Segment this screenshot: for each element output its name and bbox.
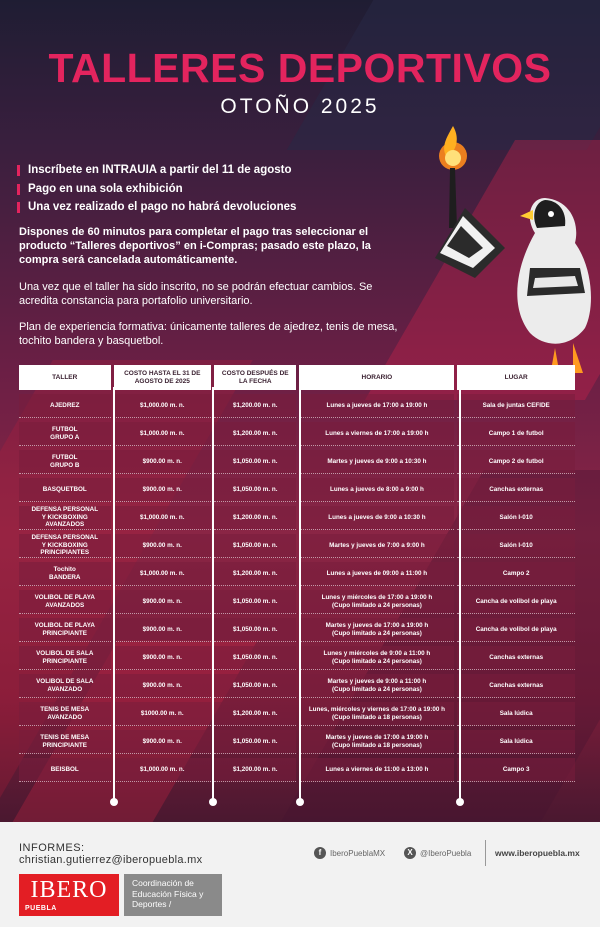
table-row: [19, 646, 575, 670]
ibero-logo: [19, 874, 119, 916]
informes-label: INFORMES:: [19, 842, 85, 854]
cell-costo1: $900.00 m. n.: [114, 450, 212, 474]
cell-lugar: Salón I-010: [457, 506, 575, 530]
cell-costo2: $1,050.00 m. n.: [214, 534, 296, 558]
cell-lugar: Campo 2: [457, 562, 575, 586]
cell-costo2: $1,200.00 m. n.: [214, 758, 296, 782]
column-divider: [459, 387, 461, 800]
cell-taller: FUTBOL GRUPO B: [19, 450, 111, 474]
cell-taller: AJEDREZ: [19, 394, 111, 418]
divider-dot: [209, 798, 217, 806]
cell-horario: Martes y jueves de 17:00 a 19:00 h (Cupo limitado a 18 personas): [299, 730, 454, 754]
column-divider: [299, 387, 301, 800]
cell-costo2: $1,050.00 m. n.: [214, 730, 296, 754]
cell-lugar: Cancha de volibol de playa: [457, 618, 575, 642]
cell-costo2: $1,050.00 m. n.: [214, 646, 296, 670]
cell-taller: TENIS DE MESA PRINCIPIANTE: [19, 730, 111, 754]
cell-horario: Martes y jueves de 17:00 a 19:00 h (Cupo limitado a 24 personas): [299, 618, 454, 642]
cell-costo1: $900.00 m. n.: [114, 590, 212, 614]
bullet-item: Pago en una sola exhibición: [19, 180, 296, 199]
cell-costo1: $900.00 m. n.: [114, 646, 212, 670]
cell-horario: Martes y jueves de 9:00 a 11:00 h (Cupo limitado a 24 personas): [299, 674, 454, 698]
divider-dot: [296, 798, 304, 806]
cell-costo1: $1,000.00 m. n.: [114, 758, 212, 782]
changes-note: Una vez que el taller ha sido inscrito, no se podrán efectuar cambios. Se acredita constancia para portafolio universitario.: [19, 281, 373, 307]
table-row: [19, 618, 575, 642]
cell-costo1: $1,000.00 m. n.: [114, 394, 212, 418]
cell-costo2: $1,050.00 m. n.: [214, 618, 296, 642]
cell-costo2: $1,050.00 m. n.: [214, 450, 296, 474]
cell-taller: DEFENSA PERSONAL Y KICKBOXING AVANZADOS: [19, 506, 111, 530]
bullet-item: Inscríbete en INTRAUIA a partir del 11 de agosto: [19, 161, 296, 180]
cell-horario: Martes y jueves de 9:00 a 10:30 h: [299, 450, 454, 474]
cell-costo2: $1,200.00 m. n.: [214, 562, 296, 586]
footer-divider: [485, 840, 486, 866]
table-row: [19, 702, 575, 726]
column-header: COSTO HASTA EL 31 DE AGOSTO DE 2025: [114, 365, 212, 390]
cell-lugar: Campo 2 de futbol: [457, 450, 575, 474]
cell-horario: Lunes a jueves de 8:00 a 9:00 h: [299, 478, 454, 502]
column-header: LUGAR: [457, 365, 575, 390]
facebook-link[interactable]: [314, 847, 385, 859]
cell-costo1: $1,000.00 m. n.: [114, 562, 212, 586]
table-row: [19, 674, 575, 698]
cell-taller: Tochito BANDERA: [19, 562, 111, 586]
facebook-icon: f: [314, 847, 326, 859]
page-subtitle: OTOÑO 2025: [220, 95, 380, 118]
info-bullets: [19, 161, 296, 217]
website-link[interactable]: www.iberopuebla.mx: [495, 848, 580, 858]
x-link[interactable]: [404, 847, 471, 859]
cell-lugar: Sala lúdica: [457, 730, 575, 754]
cell-horario: Lunes a jueves de 9:00 a 10:30 h: [299, 506, 454, 530]
cell-costo2: $1,050.00 m. n.: [214, 590, 296, 614]
cell-taller: TENIS DE MESA AVANZADO: [19, 702, 111, 726]
cell-taller: VOLIBOL DE PLAYA PRINCIPIANTE: [19, 618, 111, 642]
column-divider: [212, 387, 214, 800]
cell-costo2: $1,200.00 m. n.: [214, 506, 296, 530]
table-row: [19, 534, 575, 558]
cell-costo2: $1,200.00 m. n.: [214, 422, 296, 446]
cell-lugar: Salón I-010: [457, 534, 575, 558]
cell-costo1: $900.00 m. n.: [114, 730, 212, 754]
cell-horario: Lunes y miércoles de 17:00 a 19:00 h (Cupo limitado a 24 personas): [299, 590, 454, 614]
cell-costo1: $900.00 m. n.: [114, 674, 212, 698]
cell-taller: BASQUETBOL: [19, 478, 111, 502]
table-row: [19, 730, 575, 754]
cell-costo1: $1,000.00 m. n.: [114, 506, 212, 530]
cell-costo1: $1000.00 m. n.: [114, 702, 212, 726]
cell-lugar: Canchas externas: [457, 478, 575, 502]
cell-lugar: Sala de juntas CEFIDE: [457, 394, 575, 418]
cell-taller: BEISBOL: [19, 758, 111, 782]
contact-email[interactable]: christian.gutierrez@iberopuebla.mx: [19, 854, 203, 866]
cell-costo1: $900.00 m. n.: [114, 534, 212, 558]
cell-costo1: $900.00 m. n.: [114, 618, 212, 642]
cell-costo2: $1,050.00 m. n.: [214, 478, 296, 502]
column-header: TALLER: [19, 365, 111, 390]
footer: [0, 822, 600, 927]
cell-costo2: $1,200.00 m. n.: [214, 394, 296, 418]
cell-taller: DEFENSA PERSONAL Y KICKBOXING PRINCIPIANTES: [19, 534, 111, 558]
logo-sub: PUEBLA: [25, 905, 57, 912]
column-header: COSTO DESPUÉS DE LA FECHA: [214, 365, 296, 390]
cell-costo2: $1,200.00 m. n.: [214, 702, 296, 726]
cell-horario: Lunes a viernes de 11:00 a 13:00 h: [299, 758, 454, 782]
logo-word: IBERO: [30, 877, 108, 903]
cell-horario: Lunes y miércoles de 9:00 a 11:00 h (Cupo limitado a 24 personas): [299, 646, 454, 670]
cell-lugar: Campo 3: [457, 758, 575, 782]
table-row: [19, 562, 575, 586]
cell-horario: Lunes a viernes de 17:00 a 19:00 h: [299, 422, 454, 446]
cell-lugar: Canchas externas: [457, 674, 575, 698]
cell-lugar: Sala lúdica: [457, 702, 575, 726]
cell-lugar: Canchas externas: [457, 646, 575, 670]
cell-taller: VOLIBOL DE PLAYA AVANZADOS: [19, 590, 111, 614]
cell-horario: Martes y jueves de 7:00 a 9:00 h: [299, 534, 454, 558]
plan-note: Plan de experiencia formativa: únicamente talleres de ajedrez, tenis de mesa, tochito bandera y basquetbol.: [19, 321, 398, 347]
cell-horario: Lunes a jueves de 17:00 a 19:00 h: [299, 394, 454, 418]
cell-horario: Lunes, miércoles y viernes de 17:00 a 19:00 h (Cupo limitado a 18 personas): [299, 702, 454, 726]
payment-note: Dispones de 60 minutos para completar el pago tras seleccionar el producto “Talleres deportivos” en i-Compras; pasado este plazo, la compra será cancelada automáticamente.: [19, 226, 371, 266]
divider-dot: [456, 798, 464, 806]
table-row: [19, 590, 575, 614]
schedule-table: [16, 361, 578, 786]
cell-costo2: $1,050.00 m. n.: [214, 674, 296, 698]
mascot-bird-illustration: [395, 118, 600, 378]
table-row: [19, 478, 575, 502]
x-handle: @IberoPuebla: [420, 848, 472, 858]
cell-taller: VOLIBOL DE SALA PRINCIPIANTE: [19, 646, 111, 670]
table-row: [19, 758, 575, 782]
divider-dot: [110, 798, 118, 806]
table-row: [19, 422, 575, 446]
page-title: TALLERES DEPORTIVOS: [48, 45, 552, 91]
table-row: [19, 394, 575, 418]
cell-costo1: $1,000.00 m. n.: [114, 422, 212, 446]
x-icon: X: [404, 847, 416, 859]
cell-lugar: Cancha de volibol de playa: [457, 590, 575, 614]
coordination-label: Coordinación de Educación Física y Deportes /: [124, 874, 222, 916]
cell-taller: VOLIBOL DE SALA AVANZADO: [19, 674, 111, 698]
cell-horario: Lunes a jueves de 09:00 a 11:00 h: [299, 562, 454, 586]
table-row: [19, 506, 575, 530]
table-row: [19, 450, 575, 474]
bullet-item: Una vez realizado el pago no habrá devoluciones: [19, 198, 296, 217]
cell-lugar: Campo 1 de futbol: [457, 422, 575, 446]
table-header-row: [19, 365, 575, 390]
cell-costo1: $900.00 m. n.: [114, 478, 212, 502]
column-header: HORARIO: [299, 365, 454, 390]
facebook-handle: IberoPueblaMX: [330, 848, 386, 858]
column-divider: [113, 387, 115, 800]
cell-taller: FUTBOL GRUPO A: [19, 422, 111, 446]
